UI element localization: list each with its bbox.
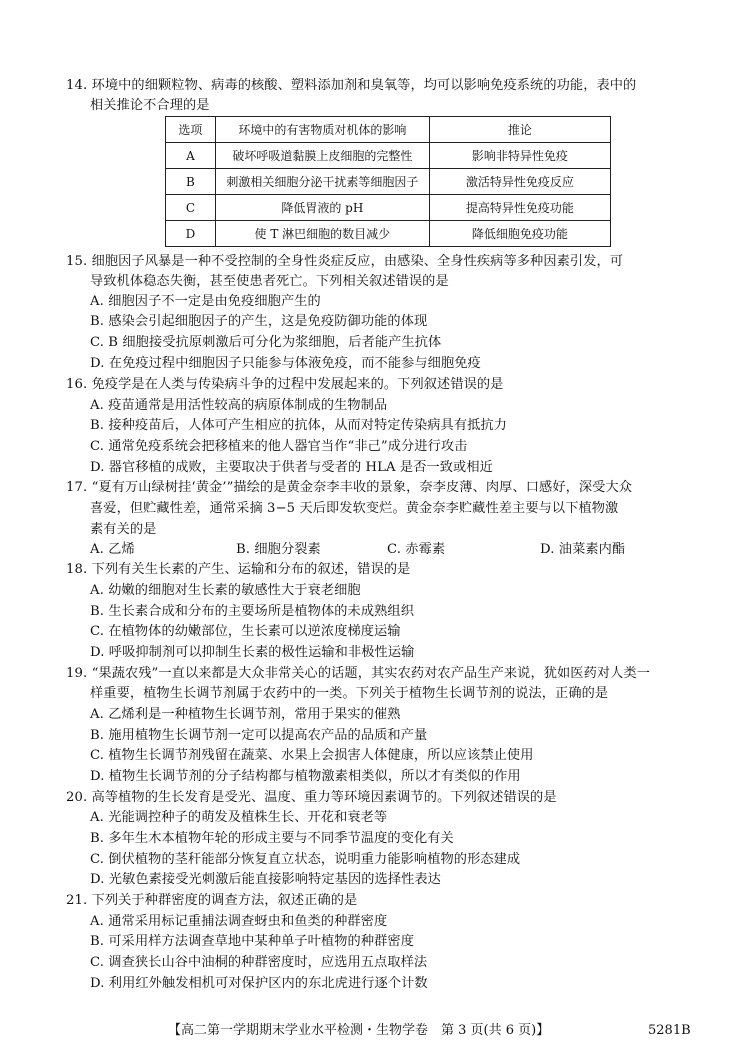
- table-cell: B: [166, 169, 216, 195]
- q16-option-c: C. 通常免疫系统会把移植来的他人器官当作“非己”成分进行攻击: [90, 439, 468, 454]
- q15-option-c: C. B 细胞接受抗原刺激后可分化为浆细胞，后者能产生抗体: [90, 335, 442, 350]
- q15-option-d: D. 在免疫过程中细胞因子只能参与体液免疫，而不能参与细胞免疫: [90, 356, 481, 371]
- table-header-option: 选项: [166, 117, 216, 143]
- q20-option-a: A. 光能调控种子的萌发及植株生长、开花和衰老等: [90, 810, 388, 825]
- q17-option-a: A. 乙烯: [90, 542, 135, 557]
- q17-stem-line-1: 17. “夏有万山绿树挂‘黄金’”描绘的是黄金奈李丰收的景象，奈李皮薄、肉厚、口感好，深受大众: [66, 480, 633, 495]
- q14-stem-line-2: 相关推论不合理的是: [90, 98, 210, 113]
- table-header-effect: 环境中的有害物质对机体的影响: [215, 117, 429, 143]
- q20-option-b: B. 多年生木本植物年轮的形成主要与不同季节温度的变化有关: [90, 831, 454, 846]
- table-row: [166, 221, 611, 247]
- table-cell: 提高特异性免疫功能: [429, 195, 610, 221]
- q19-stem-line-1: 19. “果蔬农残”一直以来都是大众非常关心的话题，其实农药对农产品生产来说，犹如医药对人类一: [66, 666, 651, 681]
- table-row: [166, 169, 611, 195]
- table-cell: C: [166, 195, 216, 221]
- q19-stem-line-2: 样重要，植物生长调节剂属于农药中的一类。下列关于植物生长调节剂的说法，正确的是: [90, 686, 609, 701]
- q17-stem-line-2: 喜爱，但贮藏性差，通常采摘 3−5 天后即发软变烂。黄金奈李贮藏性差主要与以下植物激: [90, 501, 619, 516]
- q18-option-c: C. 在植物体的幼嫩部位，生长素可以逆浓度梯度运输: [90, 624, 401, 639]
- table-cell: 破坏呼吸道黏膜上皮细胞的完整性: [215, 143, 429, 169]
- footer-code: 5281B: [648, 1023, 691, 1038]
- table-row: [166, 143, 611, 169]
- q20-stem: 20. 高等植物的生长发育是受光、温度、重力等环境因素调节的。下列叙述错误的是: [66, 790, 557, 805]
- table-cell: 影响非特异性免疫: [429, 143, 610, 169]
- table-cell: 激活特异性免疫反应: [429, 169, 610, 195]
- table-header-row: [166, 117, 611, 143]
- q18-stem: 18. 下列有关生长素的产生、运输和分布的叙述，错误的是: [66, 562, 411, 577]
- q16-option-b: B. 接种疫苗后，人体可产生相应的抗体，从而对特定传染病具有抵抗力: [90, 418, 507, 433]
- q18-option-a: A. 幼嫩的细胞对生长素的敏感性大于衰老细胞: [90, 583, 361, 598]
- q18-option-d: D. 呼吸抑制剂可以抑制生长素的极性运输和非极性运输: [90, 645, 415, 660]
- table-cell: D: [166, 221, 216, 247]
- table-cell: 使 T 淋巴细胞的数目减少: [215, 221, 429, 247]
- q17-option-d: D. 油菜素内酯: [540, 542, 626, 557]
- q21-stem: 21. 下列关于种群密度的调查方法，叙述正确的是: [66, 893, 358, 908]
- q14-table: [165, 116, 611, 247]
- table-cell: 降低细胞免疫功能: [429, 221, 610, 247]
- table-cell: A: [166, 143, 216, 169]
- q19-option-a: A. 乙烯利是一种植物生长调节剂，常用于果实的催熟: [90, 707, 401, 722]
- footer-title: 【高二第一学期期末学业水平检测・生物学卷 第 3 页(共 6 页)】: [168, 1023, 550, 1038]
- q20-option-d: D. 光敏色素接受光刺激后能直接影响特定基因的选择性表达: [90, 872, 441, 887]
- table-cell: 刺激相关细胞分泌干扰素等细胞因子: [215, 169, 429, 195]
- q15-option-b: B. 感染会引起细胞因子的产生，这是免疫防御功能的体现: [90, 314, 428, 329]
- page-footer: [0, 1020, 752, 1042]
- q17-stem-line-3: 素有关的是: [90, 522, 157, 537]
- table-row: [166, 195, 611, 221]
- q15-stem-line-2: 导致机体稳态失衡，甚至使患者死亡。下列相关叙述错误的是: [90, 274, 449, 289]
- q14-stem-line-1: 14. 环境中的细颗粒物、病毒的核酸、塑料添加剂和臭氧等，均可以影响免疫系统的功能，表中的: [66, 78, 637, 93]
- q17-option-c: C. 赤霉素: [387, 542, 446, 557]
- q21-option-a: A. 通常采用标记重捕法调查蚜虫和鱼类的种群密度: [90, 914, 388, 929]
- table-cell: 降低胃液的 pH: [215, 195, 429, 221]
- table-header-inference: 推论: [429, 117, 610, 143]
- q21-option-c: C. 调查狭长山谷中油桐的种群密度时，应选用五点取样法: [90, 955, 428, 970]
- q15-stem-line-1: 15. 细胞因子风暴是一种不受控制的全身性炎症反应，由感染、全身性疾病等多种因素引发，可: [66, 254, 624, 269]
- q21-option-d: D. 利用红外触发相机可对保护区内的东北虎进行逐个计数: [90, 976, 428, 991]
- q19-option-b: B. 施用植物生长调节剂一定可以提高农产品的品质和产量: [90, 728, 428, 743]
- q16-stem: 16. 免疫学是在人类与传染病斗争的过程中发展起来的。下列叙述错误的是: [66, 377, 504, 392]
- q20-option-c: C. 倒伏植物的茎秆能部分恢复直立状态，说明重力能影响植物的形态建成: [90, 852, 521, 867]
- q15-option-a: A. 细胞因子不一定是由免疫细胞产生的: [90, 294, 321, 309]
- q18-option-b: B. 生长素合成和分布的主要场所是植物体的未成熟组织: [90, 604, 414, 619]
- q19-option-d: D. 植物生长调节剂的分子结构都与植物激素相类似，所以才有类似的作用: [90, 769, 521, 784]
- q16-option-d: D. 器官移植的成败，主要取决于供者与受者的 HLA 是否一致或相近: [90, 460, 493, 475]
- q17-option-b: B. 细胞分裂素: [236, 542, 321, 557]
- q19-option-c: C. 植物生长调节剂残留在蔬菜、水果上会损害人体健康，所以应该禁止使用: [90, 748, 534, 763]
- q21-option-b: B. 可采用样方法调查草地中某种单子叶植物的种群密度: [90, 934, 414, 949]
- q16-option-a: A. 疫苗通常是用活性较高的病原体制成的生物制品: [90, 398, 388, 413]
